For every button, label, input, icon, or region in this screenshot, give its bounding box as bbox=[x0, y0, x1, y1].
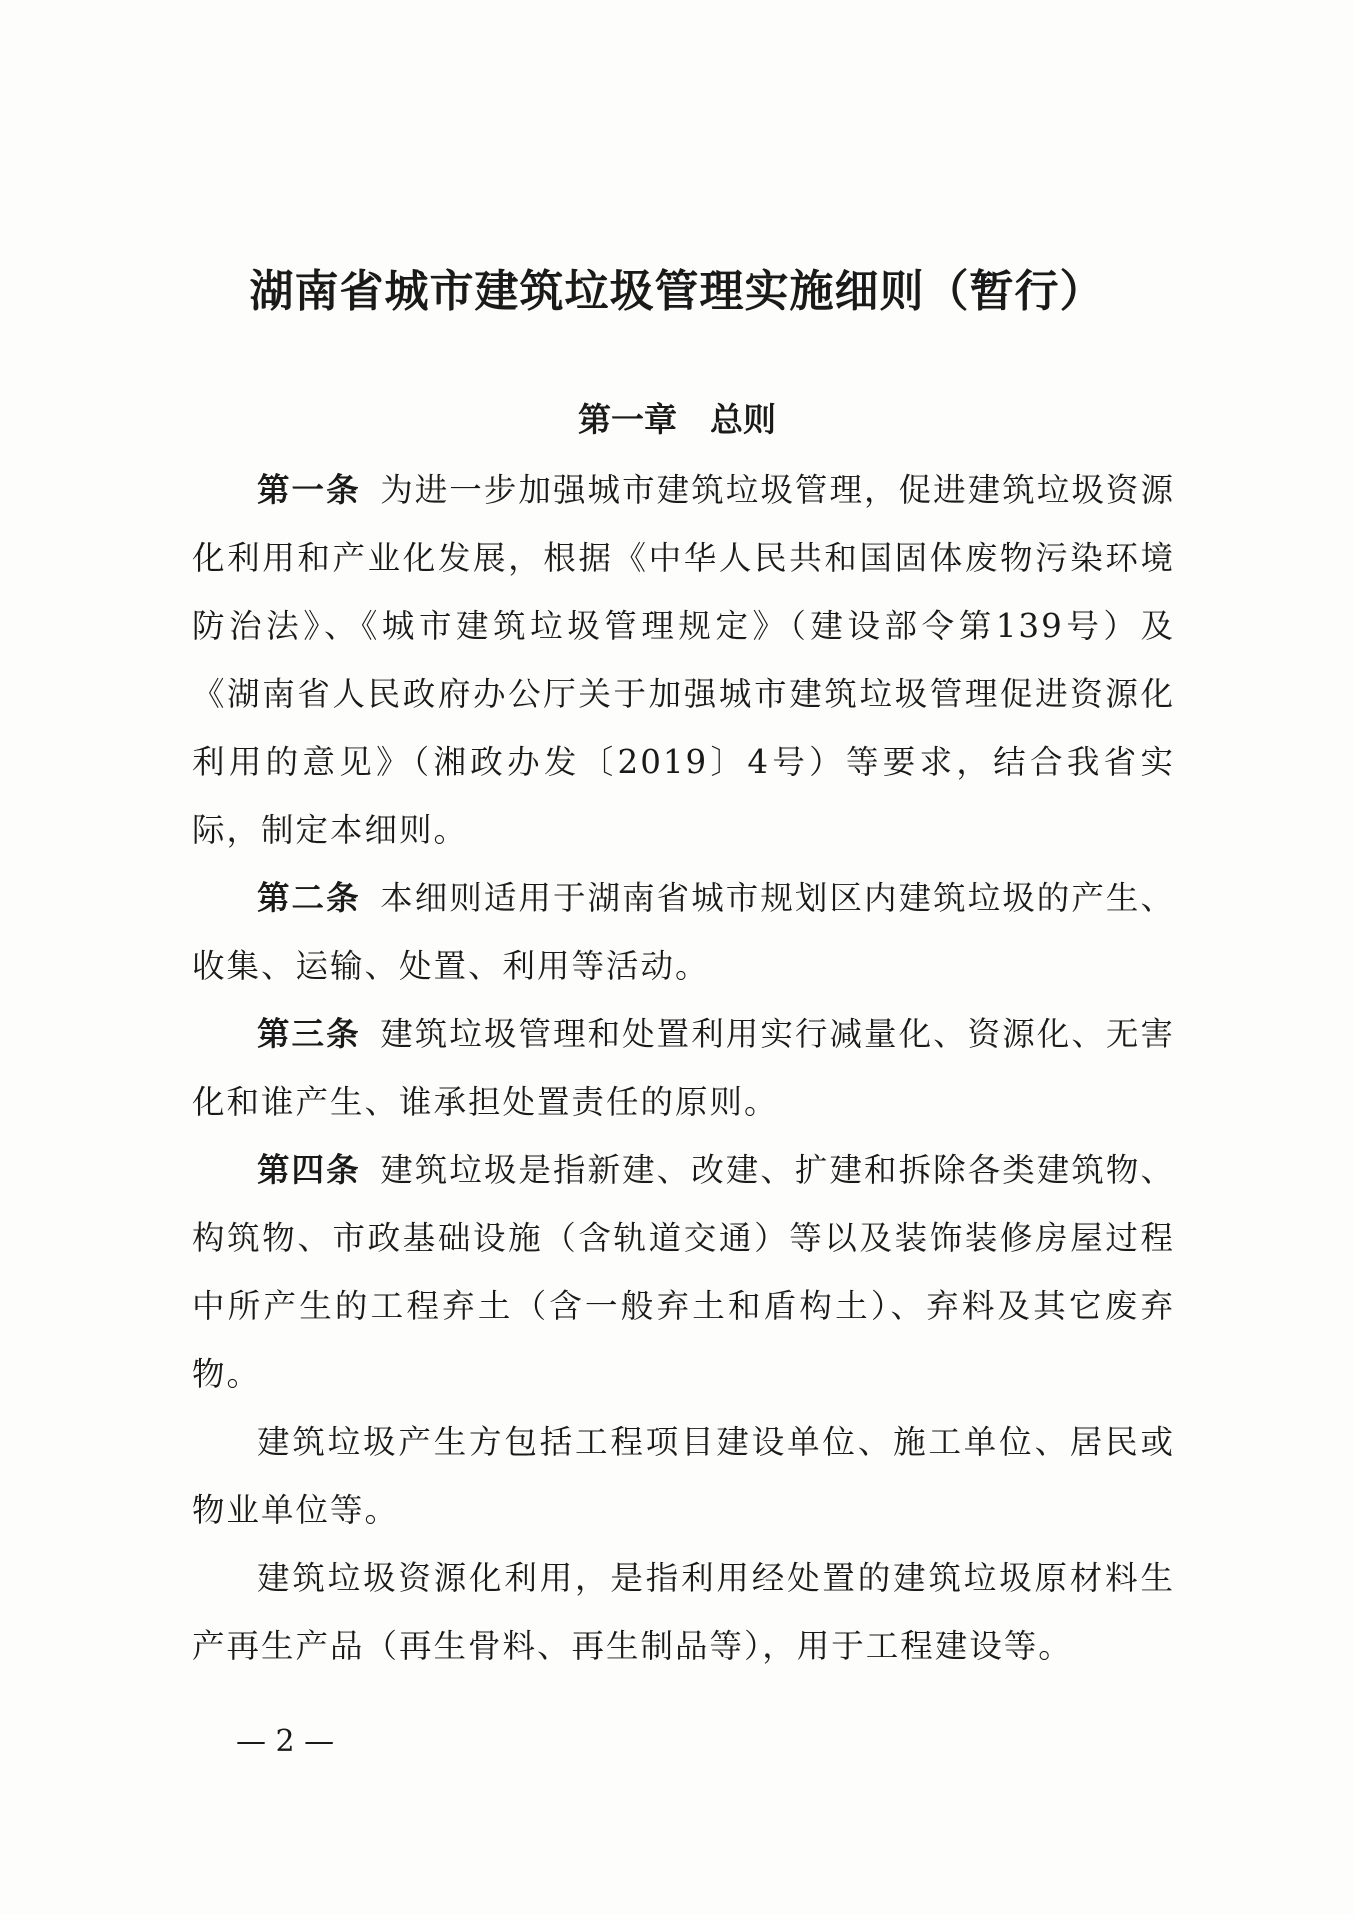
article-text: 本细则适用于湖南省城市规划区内建筑垃圾的产生、收集、运输、处置、利用等活动。 bbox=[192, 879, 1175, 985]
document-body bbox=[192, 456, 1175, 1680]
paragraph: 建筑垃圾产生方包括工程项目建设单位、施工单位、居民或物业单位等。 bbox=[192, 1423, 1175, 1529]
article-label: 第二条 bbox=[257, 879, 361, 917]
article-text: 为进一步加强城市建筑垃圾管理，促进建筑垃圾资源化利用和产业化发展，根据《中华人民共和国固体废物污染环境防治法》、《城市建筑垃圾管理规定》（建设部令第139号）及《湖南省人民政府办公厅关于加强城市建筑垃圾管理促进资源化利用的意见》（湘政办发〔2019〕4号）等要求，结合我省实际，制定本细则。 bbox=[192, 471, 1175, 849]
article-label: 第四条 bbox=[257, 1151, 361, 1189]
article-4 bbox=[192, 1136, 1175, 1408]
article-label: 第一条 bbox=[257, 471, 361, 509]
page-number: — 2 — bbox=[236, 1724, 335, 1759]
document-title: 湖南省城市建筑垃圾管理实施细则（暂行） bbox=[249, 266, 1105, 317]
article-text: 建筑垃圾是指新建、改建、扩建和拆除各类建筑物、构筑物、市政基础设施（含轨道交通）等以及装饰装修房屋过程中所产生的工程弃土（含一般弃土和盾构土）、弃料及其它废弃物。 bbox=[192, 1151, 1175, 1393]
chapter-heading: 第一章 总则 bbox=[578, 400, 776, 439]
article-text: 建筑垃圾管理和处置利用实行减量化、资源化、无害化和谁产生、谁承担处置责任的原则。 bbox=[192, 1015, 1175, 1121]
article-2 bbox=[192, 864, 1175, 1000]
article-1 bbox=[192, 456, 1175, 864]
article-3 bbox=[192, 1000, 1175, 1136]
article-label: 第三条 bbox=[257, 1015, 361, 1053]
paragraph: 建筑垃圾资源化利用，是指利用经处置的建筑垃圾原材料生产再生产品（再生骨料、再生制品等），用于工程建设等。 bbox=[192, 1559, 1175, 1665]
